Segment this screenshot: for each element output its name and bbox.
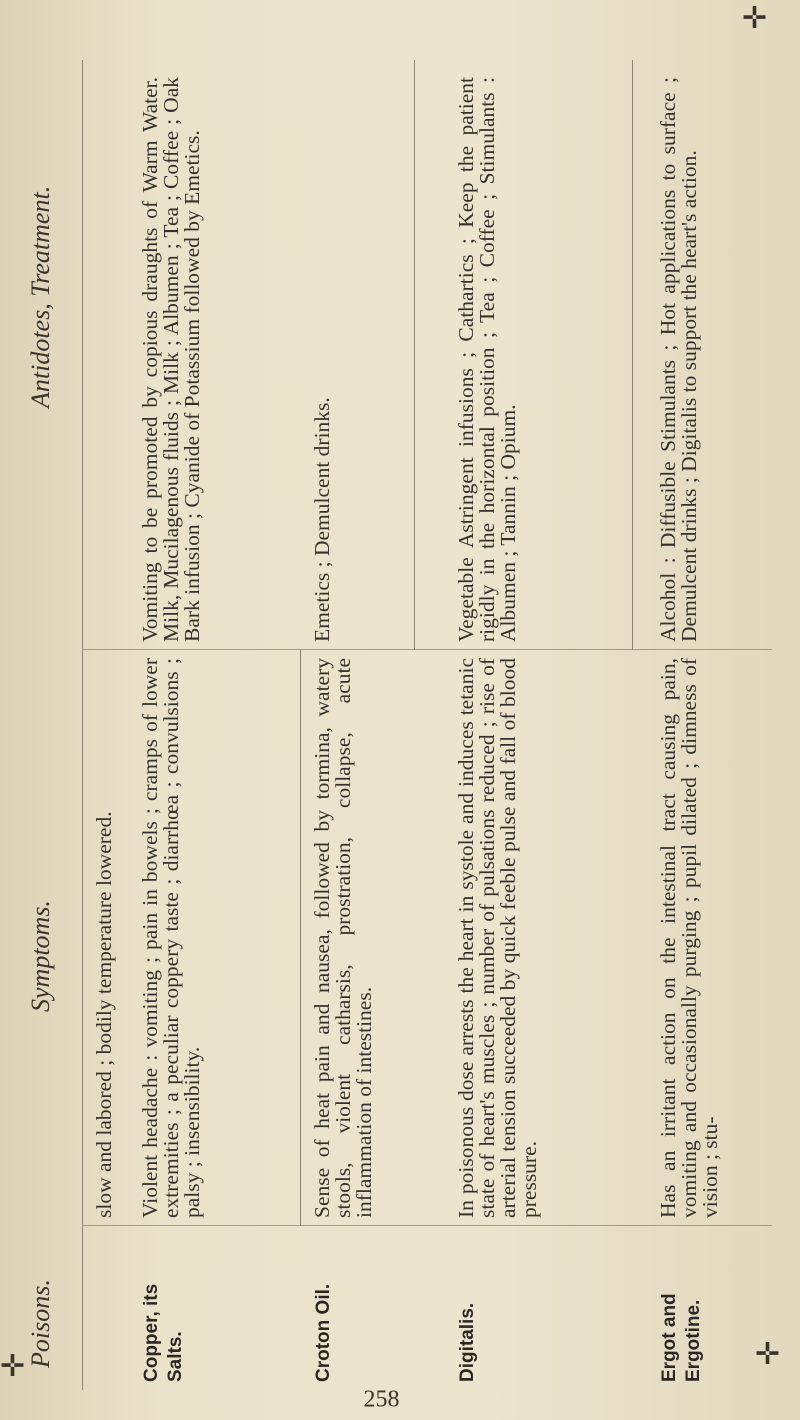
registration-mark-icon: ✛ (742, 1, 768, 36)
symptoms-text: slow and labored ; bodily temperature lowered. (92, 811, 116, 1218)
header-symptoms: Symptoms. (26, 900, 55, 1012)
row-rule (414, 60, 415, 650)
antidote-text: Emetics ; Demulcent drinks. (310, 397, 334, 642)
registration-mark-icon: ✛ (0, 1349, 26, 1384)
antidote-text: Vomiting to be promoted by copious draughts of Warm Water. Milk, Mucilagenous fluids ; Milk ; Albumen ; Tea ; Coffee ; Oak Bark infusion ; Cyanide of Potassium followed by Emetics. (138, 77, 204, 642)
registration-mark-icon: ✛ (755, 1337, 781, 1372)
rotated-table-sheet (20, 30, 780, 1413)
header-antidotes: Antidotes, Treatment. (26, 185, 55, 408)
poison-name: Digitalis. (457, 1302, 478, 1382)
row-rule (300, 650, 301, 1226)
header-rule (82, 60, 83, 1390)
poison-name: Ergot and Ergotine. (659, 1293, 704, 1382)
symptoms-text: Sense of heat pain and nausea, followed by tormina, watery stools, violent catharsis, prostration, collapse, acute inflammation of intestines. (310, 658, 376, 1218)
header-poisons: Poisons. (26, 1279, 55, 1368)
row-rule (632, 60, 633, 650)
symptoms-text: Has an irritant action on the intestinal tract causing pain, vomiting and occasionally purging ; pupil dilated ; dimness of vision ; stu- (656, 658, 722, 1218)
column-divider (82, 649, 772, 650)
poison-name: Croton Oil. (313, 1283, 334, 1382)
antidote-text: Vegetable Astringent infusions ; Cathartics ; Keep the patient rigidly in the horizontal position ; Tea ; Coffee ; Stimulants : Albumen ; Tannin ; Opium. (454, 77, 520, 642)
poison-name: Copper, its Salts. (141, 1283, 186, 1382)
antidote-text: Alcohol : Diffusible Stimulants ; Hot applications to surface ; Demulcent drinks ; Digitalis to support the heart's action. (656, 77, 701, 642)
column-divider (82, 1225, 772, 1226)
page-number: 258 (363, 1386, 400, 1413)
symptoms-text: Violent headache : vomiting ; pain in bowels ; cramps of lower extremities ; a peculiar coppery taste ; diarrhœa ; convulsions ; palsy ; insensibility. (138, 658, 204, 1218)
symptoms-text: In poisonous dose arrests the heart in systole and induces tetanic state of heart's muscles ; number of pulsations reduced ; rise of arterial tension succeeded by quick feeble pulse and fall of blood pressure. (454, 658, 541, 1218)
